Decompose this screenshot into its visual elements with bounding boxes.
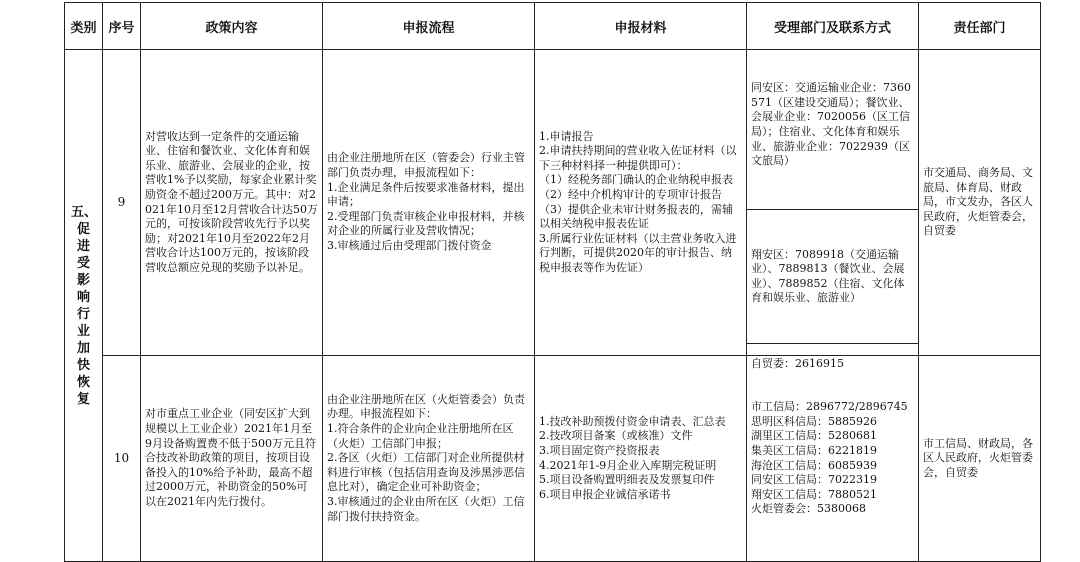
policy-content-cell: 对市重点工业企业（同安区扩大到规模以上工业企业）2021年1月至9月设备购置费不低于500万元且符合技改补助政策的项目，按项目设备投入的10%给予补助，最高不超过2000万元，补助资金的50%可以在2021年内先行拨付。 — [141, 356, 323, 562]
materials-cell: 1.申请报告 2.申请扶持期间的营业收入佐证材料（以下三种材料择一种提供即可）： （1）经税务部门确认的企业纳税申报表 （2）经中介机构审计的专项审计报告 （3）提供企业未审计财务报表的，需辅以相关纳税申报表佐证 3.所属行业佐证材料（以主营业务收入进行判断，可提供2020年的审计报告、纳税申报表等作为佐证） — [535, 50, 747, 356]
header-responsible: 责任部门 — [919, 3, 1041, 50]
policy-table-region — [64, 2, 1040, 560]
header-category: 类别 — [65, 3, 103, 50]
header-materials: 申报材料 — [535, 3, 747, 50]
row-number: 9 — [103, 50, 141, 356]
table-row — [65, 356, 1041, 562]
header-process: 申报流程 — [323, 3, 535, 50]
header-no: 序号 — [103, 3, 141, 50]
row-number: 10 — [103, 356, 141, 562]
header-content: 政策内容 — [141, 3, 323, 50]
contact-xiangan: 翔安区：7089918（交通运输业）、7889813（餐饮业、会展业）、7889852（住宿、文化体育和娱乐业、旅游业） — [747, 210, 918, 344]
policy-content-cell: 对营收达到一定条件的交通运输业、住宿和餐饮业、文化体育和娱乐业、旅游业、会展业的企业，按营收1%予以奖励，每家企业累计奖励资金不超过200万元。其中：对2021年10月至12月营收合计达50万元的，可按该阶段营收先行予以奖励；对2021年10月至2022年2月营收合计达100万元的，按该阶段营收总额应兑现的奖励予以补足。 — [141, 50, 323, 356]
responsible-cell: 市工信局、财政局，各区人民政府，火炬管委会，自贸委 — [919, 356, 1041, 562]
contact-tongan: 同安区：交通运输业企业：7360571（区建设交通局）；餐饮业、会展业企业：7020056（区工信局）；住宿业、文化体育和娱乐业、旅游业企业：7022939（区文旅局） — [747, 79, 918, 210]
category-cell: 五、 促进 受影 响行 业加 快恢 复 — [65, 50, 103, 562]
materials-cell: 1.技改补助预拨付资金申请表、汇总表 2.技改项目备案（或核准）文件 3.项目固定资产投资报表 4.2021年1-9月企业入库期完税证明 5.项目设备购置明细表及发票复印件 6.项目申报企业诚信承诺书 — [535, 356, 747, 562]
header-contact: 受理部门及联系方式 — [747, 3, 919, 50]
contact-cell: 市工信局：2896772/2896745 思明区科信局：5885926 湖里区工信局：5280681 集美区工信局：6221819 海沧区工信局：6085939 同安区工信局：7022319 翔安区工信局：7880521 火炬管委会：5380068 — [747, 356, 919, 562]
table-header-row — [65, 3, 1041, 50]
responsible-cell: 市交通局、商务局、文旅局、体育局、财政局，市文发办，各区人民政府，火炬管委会，自贸委 — [919, 50, 1041, 356]
policy-table — [64, 2, 1041, 562]
contact-ftz: 自贸委：2616915 — [751, 356, 844, 370]
contact-cell — [747, 50, 919, 370]
process-cell: 由企业注册地所在区（火炬管委会）负责办理。申报流程如下： 1.符合条件的企业向企业注册地所在区（火炬）工信部门申报； 2.各区（火炬）工信部门对企业所提供材料进行审核（包括信用查询及涉黑涉恶信息比对），确定企业可补助资金； 3.审核通过的企业由所在区（火炬）工信部门拨付扶持资金。 — [323, 356, 535, 562]
process-cell: 由企业注册地所在区（管委会）行业主管部门负责办理，申报流程如下： 1.企业满足条件后按要求准备材料，提出申请； 2.受理部门负责审核企业申报材料，并核对企业的所属行业及营收情况； 3.审核通过后由受理部门拨付资金 — [323, 50, 535, 356]
table-row — [65, 50, 1041, 356]
